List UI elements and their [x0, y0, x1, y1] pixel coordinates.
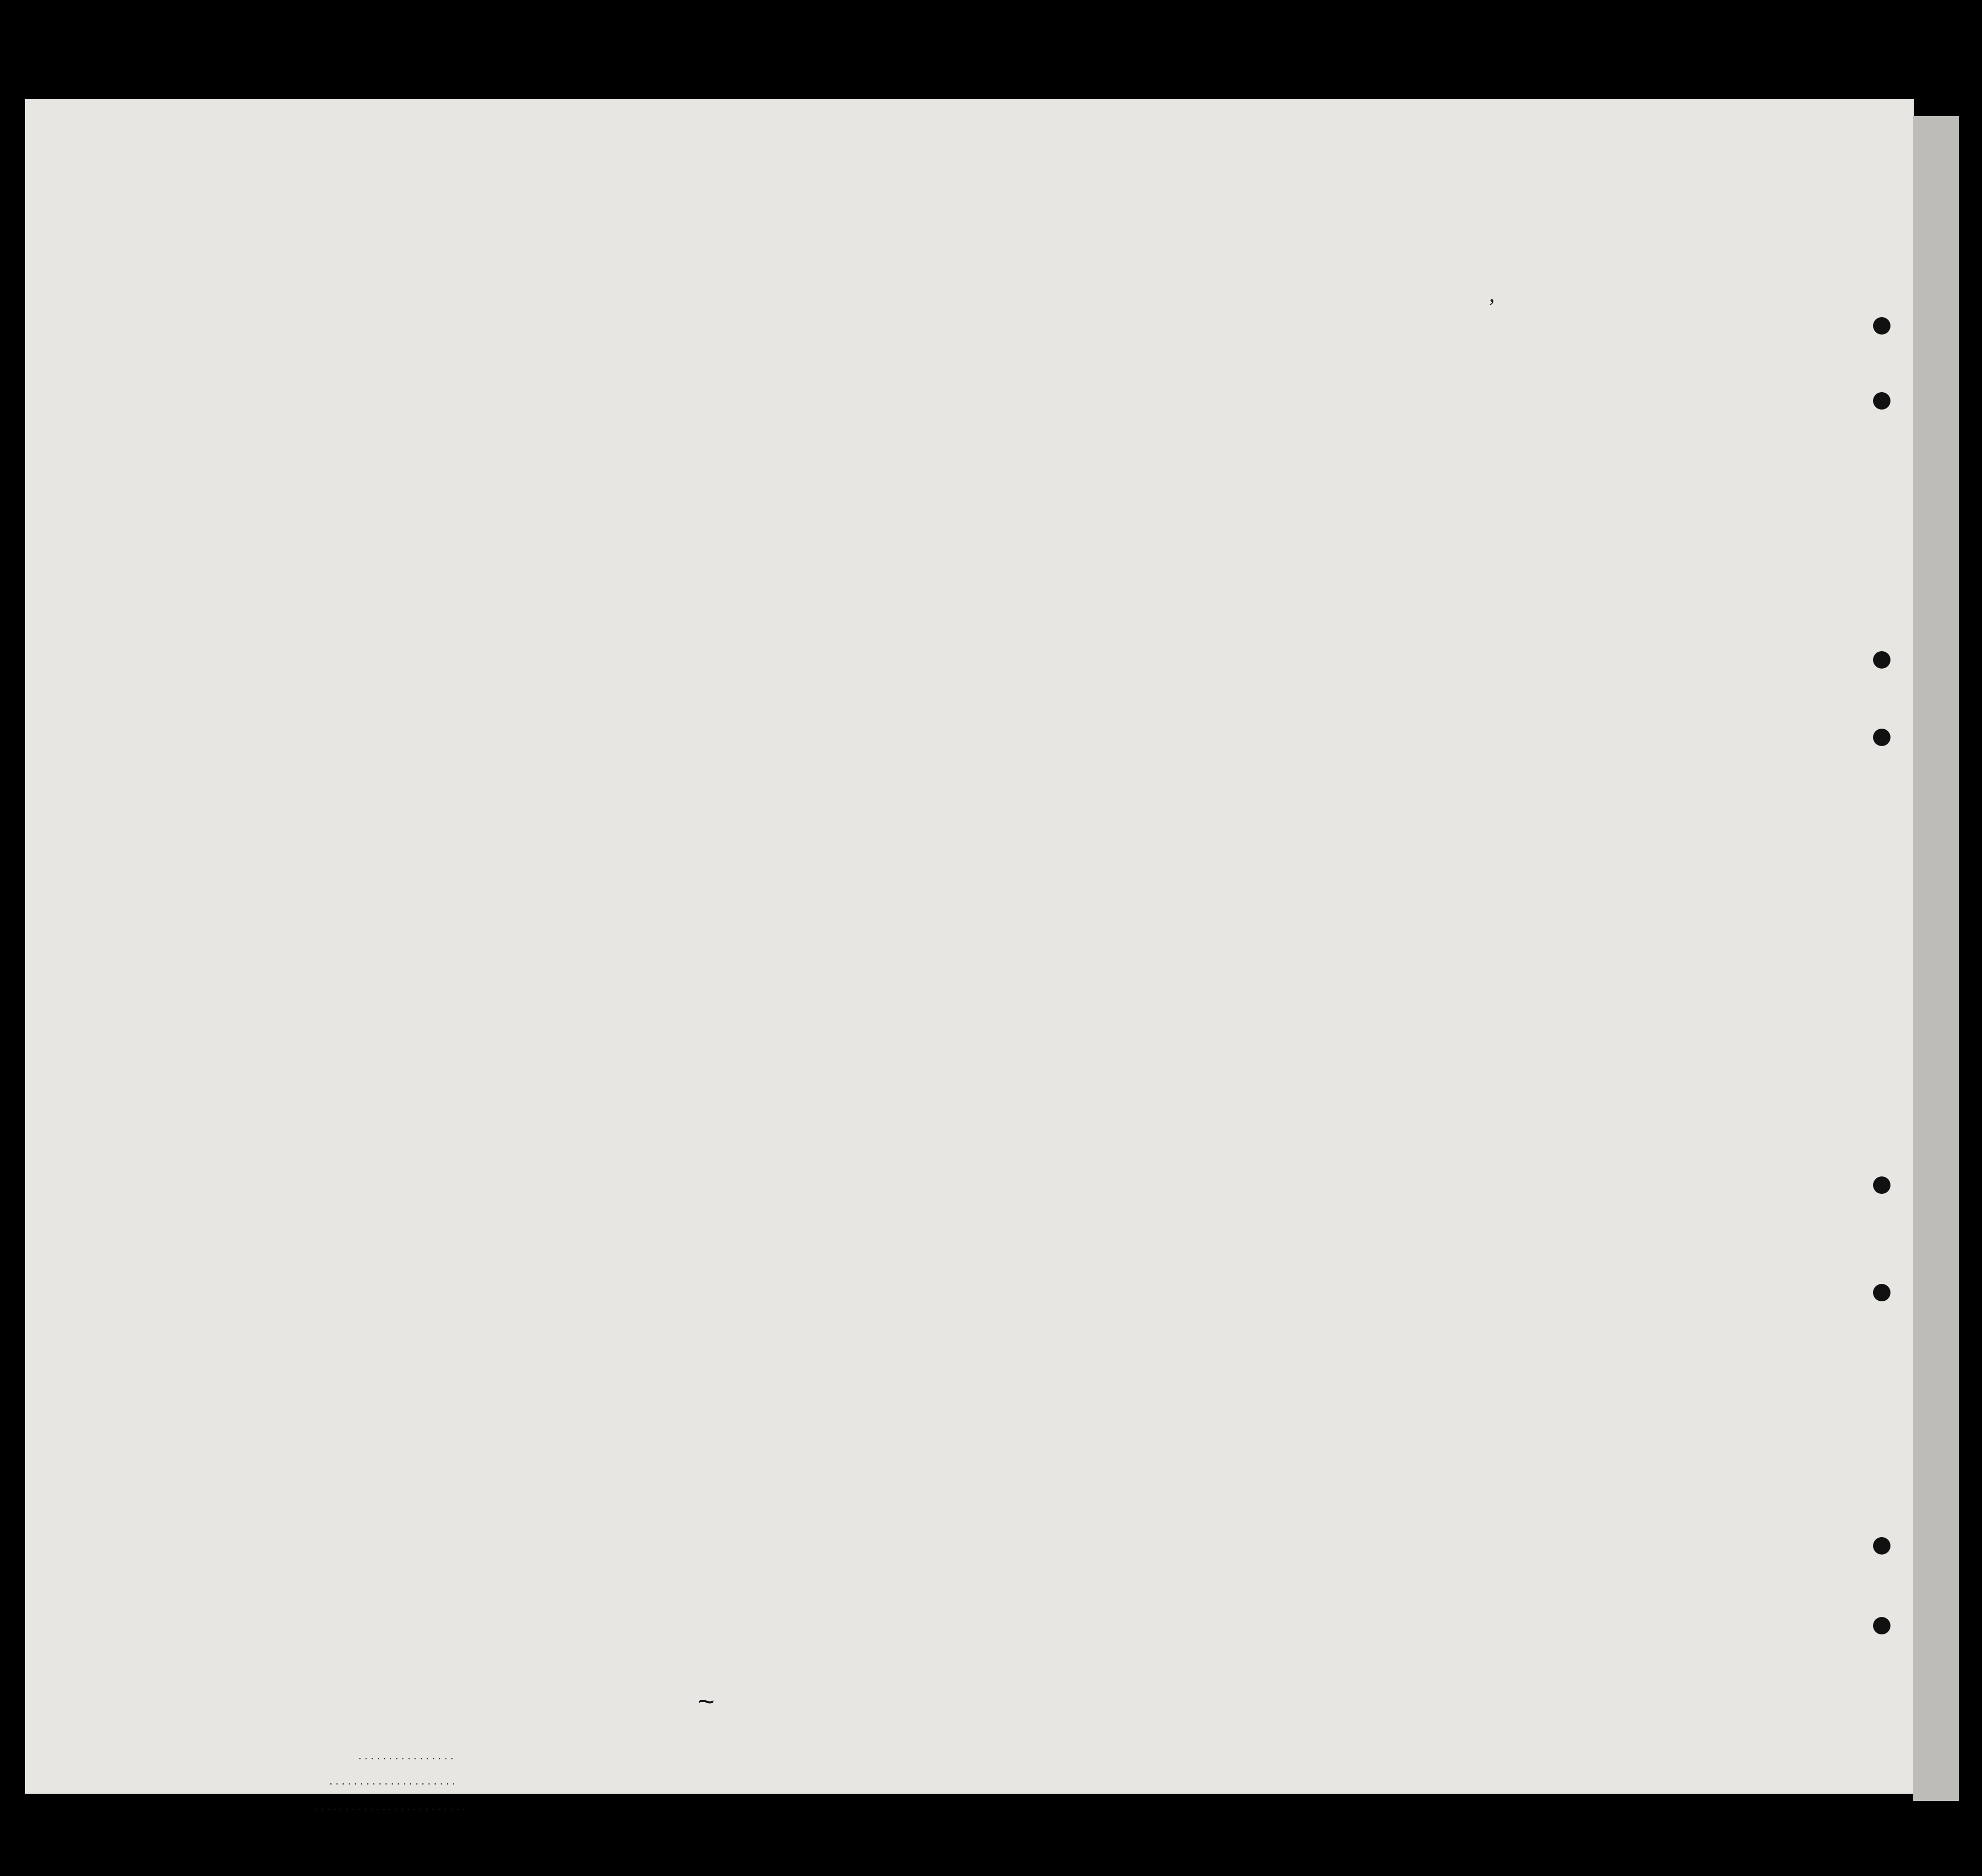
binder-hole — [1873, 1176, 1890, 1194]
binder-hole — [1873, 1284, 1890, 1301]
binder-hole — [1873, 392, 1890, 410]
binder-hole — [1873, 651, 1890, 669]
sailing-date-line: , — [1489, 281, 1495, 307]
page-edge — [1913, 116, 1959, 1801]
binder-hole — [1873, 1537, 1890, 1555]
binder-hole — [1873, 729, 1890, 746]
binder-hole — [1873, 317, 1890, 335]
binder-hole — [1873, 1617, 1890, 1634]
manifest-sheet — [25, 99, 1914, 1794]
ship-line — [414, 281, 500, 307]
purser-signature: ~ — [697, 1685, 715, 1718]
